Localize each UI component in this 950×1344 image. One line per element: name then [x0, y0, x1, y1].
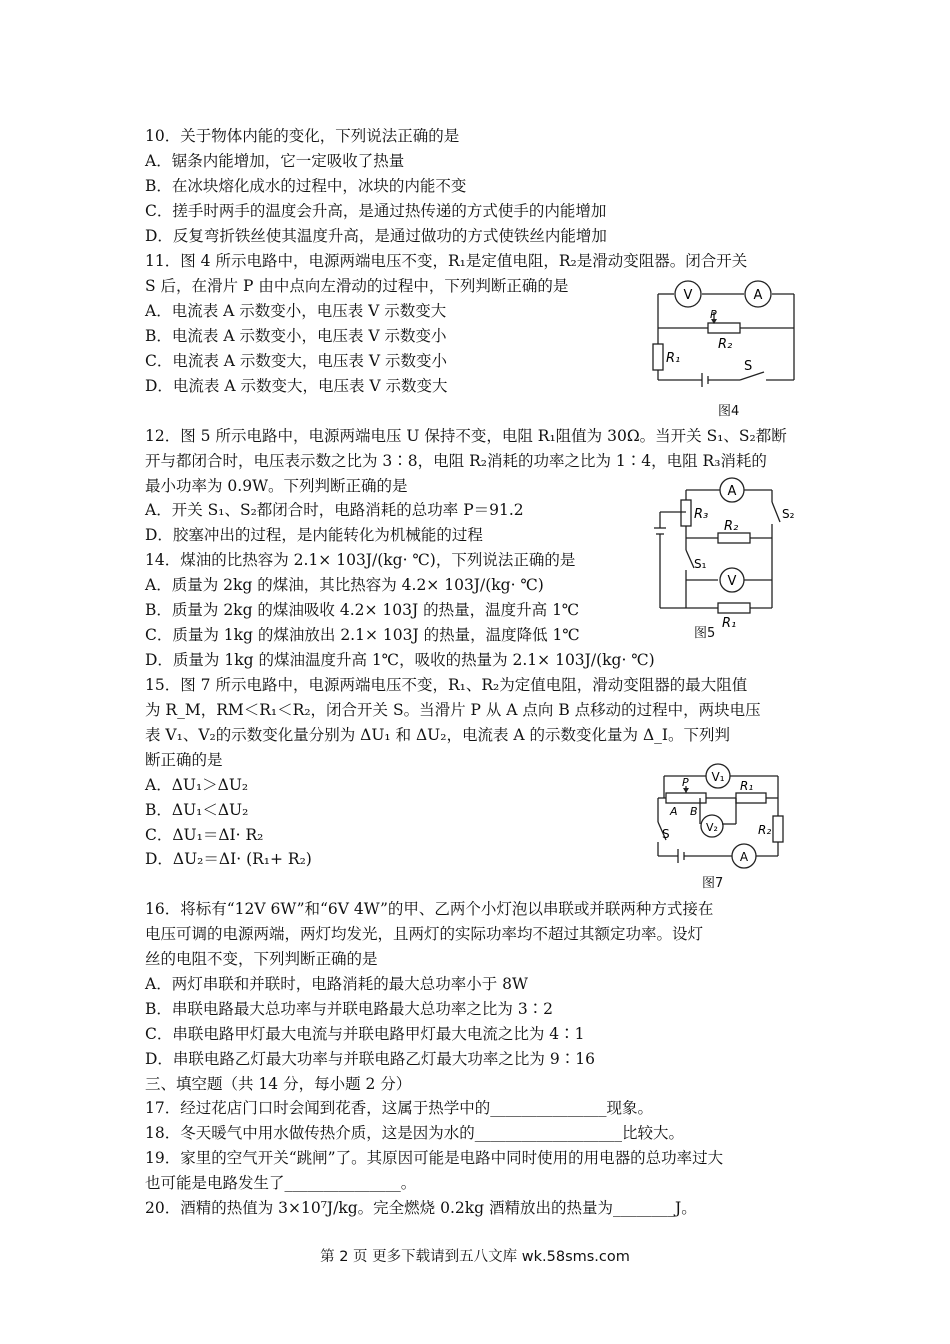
- figure-4-caption: 图4: [718, 404, 740, 419]
- q10-stem: 10．关于物体内能的变化，下列说法正确的是: [145, 127, 460, 145]
- q15-option-c: C．ΔU₁＝ΔI· R₂: [145, 826, 264, 844]
- q10-option-a: A．锯条内能增加，它一定吸收了热量: [145, 152, 405, 170]
- q19-line1: 19．家里的空气开关“跳闸”了。其原因可能是电路中同时使用的用电器的总功率过大: [145, 1149, 724, 1167]
- page-footer: 第 2 页 更多下载请到五八文库 wk.58sms.com: [320, 1249, 630, 1265]
- q16-option-d: D．串联电路乙灯最大功率与并联电路乙灯最大功率之比为 9∶16: [145, 1050, 595, 1068]
- q14-option-c: C．质量为 1kg 的煤油放出 2.1× 103J 的热量，温度降低 1℃: [145, 626, 580, 644]
- switch-s1-label: S₁: [694, 557, 707, 571]
- slider-p-label: P: [710, 308, 717, 321]
- q11-option-c: C．电流表 A 示数变大，电压表 V 示数变小: [145, 352, 447, 370]
- q11-option-b: B．电流表 A 示数变小，电压表 V 示数变小: [145, 327, 447, 345]
- q15-stem-line3: 表 V₁、V₂的示数变化量分别为 ΔU₁ 和 ΔU₂，电流表 A 的示数变化量为 Δ_I。下列判: [145, 726, 731, 744]
- voltmeter-v-label: V: [727, 574, 737, 589]
- figure-5-diagram: [640, 472, 810, 647]
- q16-stem-line2: 电压可调的电源两端，两灯均发光，且两灯的实际功率均不超过其额定功率。设灯: [145, 925, 704, 943]
- ammeter-a-label: A: [727, 484, 737, 499]
- q15-option-a: A．ΔU₁＞ΔU₂: [145, 776, 249, 794]
- r2-label: R₂: [758, 823, 772, 837]
- q12-option-a: A．开关 S₁、S₂都闭合时，电路消耗的总功率 P＝91.2: [145, 501, 524, 519]
- voltmeter-v2-label: V₂: [706, 821, 718, 834]
- point-b-label: B: [690, 805, 698, 818]
- r1-label: R₁: [666, 351, 681, 366]
- figure-7-diagram: [640, 760, 810, 890]
- q10-option-b: B．在冰块熔化成水的过程中，冰块的内能不变: [145, 177, 467, 195]
- section-fill-in-heading: 三、填空题（共 14 分，每小题 2 分）: [145, 1075, 412, 1093]
- q14-option-a: A．质量为 2kg 的煤油，其比热容为 4.2× 103J/(kg· ℃): [145, 576, 544, 594]
- q11-option-a: A．电流表 A 示数变小，电压表 V 示数变大: [145, 302, 447, 320]
- point-a-label: A: [670, 805, 678, 818]
- figure-4-circuit: [640, 272, 810, 422]
- figure-7-circuit: [640, 760, 810, 890]
- q11-option-d: D．电流表 A 示数变大，电压表 V 示数变大: [145, 377, 448, 395]
- q14-option-d: D．质量为 1kg 的煤油温度升高 1℃，吸收的热量为 2.1× 103J/(kg· ℃): [145, 651, 655, 669]
- figure-5-circuit: [640, 472, 810, 647]
- q18-text: 18．冬天暖气中用水做传热介质，这是因为水的___________________比较大。: [145, 1124, 684, 1142]
- voltmeter-v1-label: V₁: [711, 770, 725, 784]
- q12-stem-line3: 最小功率为 0.9W。下列判断正确的是: [145, 477, 408, 495]
- switch-s-label: S: [662, 827, 670, 841]
- ammeter-a-label: A: [739, 850, 749, 864]
- r3-label: R₃: [694, 507, 709, 522]
- switch-s-label: S: [744, 359, 753, 374]
- q16-stem-line3: 丝的电阻不变，下列判断正确的是: [145, 950, 378, 968]
- r1-label: R₁: [740, 779, 754, 793]
- r1-label: R₁: [722, 616, 737, 631]
- q10-option-d: D．反复弯折铁丝使其温度升高，是通过做功的方式使铁丝内能增加: [145, 227, 607, 245]
- q11-stem-line1: 11．图 4 所示电路中，电源两端电压不变，R₁是定值电阻，R₂是滑动变阻器。闭合开关: [145, 252, 748, 270]
- voltmeter-v-label: V: [683, 288, 693, 303]
- q11-stem-line2: S 后，在滑片 P 由中点向左滑动的过程中，下列判断正确的是: [145, 277, 569, 295]
- q15-stem-line2: 为 R_M，RM＜R₁＜R₂，闭合开关 S。当滑片 P 从 A 点向 B 点移动的过程中，两块电压: [145, 701, 761, 719]
- q12-stem-line1: 12．图 5 所示电路中，电源两端电压 U 保持不变，电阻 R₁阻值为 30Ω。当开关 S₁、S₂都断: [145, 427, 787, 445]
- q16-option-b: B．串联电路最大总功率与并联电路最大总功率之比为 3∶2: [145, 1000, 554, 1018]
- ammeter-a-label: A: [753, 288, 763, 303]
- q20-text: 20．酒精的热值为 3×10⁷J/kg。完全燃烧 0.2kg 酒精放出的热量为________J。: [145, 1199, 697, 1217]
- slider-p-label: P: [682, 776, 689, 789]
- q17-text: 17．经过花店门口时会闻到花香，这属于热学中的_______________现象。: [145, 1099, 653, 1117]
- q10-option-c: C．搓手时两手的温度会升高，是通过热传递的方式使手的内能增加: [145, 202, 607, 220]
- r2-label: R₂: [718, 337, 733, 352]
- q13-option-d: D．胶塞冲出的过程，是内能转化为机械能的过程: [145, 526, 483, 544]
- q16-stem-line1: 16．将标有“12V 6W”和“6V 4W”的甲、乙两个小灯泡以串联或并联两种方式接在: [145, 900, 714, 918]
- q14-stem: 14．煤油的比热容为 2.1× 103J/(kg· ℃)，下列说法正确的是: [145, 551, 576, 569]
- r2-label: R₂: [724, 519, 739, 534]
- q15-stem-line1: 15．图 7 所示电路中，电源两端电压不变，R₁、R₂为定值电阻，滑动变阻器的最大阻值: [145, 676, 748, 694]
- switch-s2-label: S₂: [782, 507, 795, 521]
- q16-option-a: A．两灯串联和并联时，电路消耗的最大总功率小于 8W: [145, 975, 528, 993]
- q12-stem-line2: 开与都闭合时，电压表示数之比为 3∶8，电阻 R₂消耗的功率之比为 1∶4，电阻 R₃消耗的: [145, 452, 767, 470]
- figure-5-caption: 图5: [694, 626, 716, 641]
- q15-option-d: D．ΔU₂＝ΔI· (R₁+ R₂): [145, 850, 312, 868]
- q14-option-b: B．质量为 2kg 的煤油吸收 4.2× 103J 的热量，温度升高 1℃: [145, 601, 580, 619]
- q15-option-b: B．ΔU₁＜ΔU₂: [145, 801, 249, 819]
- q16-option-c: C．串联电路甲灯最大电流与并联电路甲灯最大电流之比为 4∶1: [145, 1025, 585, 1043]
- q19-line2: 也可能是电路发生了_______________。: [145, 1174, 417, 1192]
- q15-stem-line4: 断正确的是: [145, 751, 223, 769]
- figure-7-caption: 图7: [702, 876, 724, 891]
